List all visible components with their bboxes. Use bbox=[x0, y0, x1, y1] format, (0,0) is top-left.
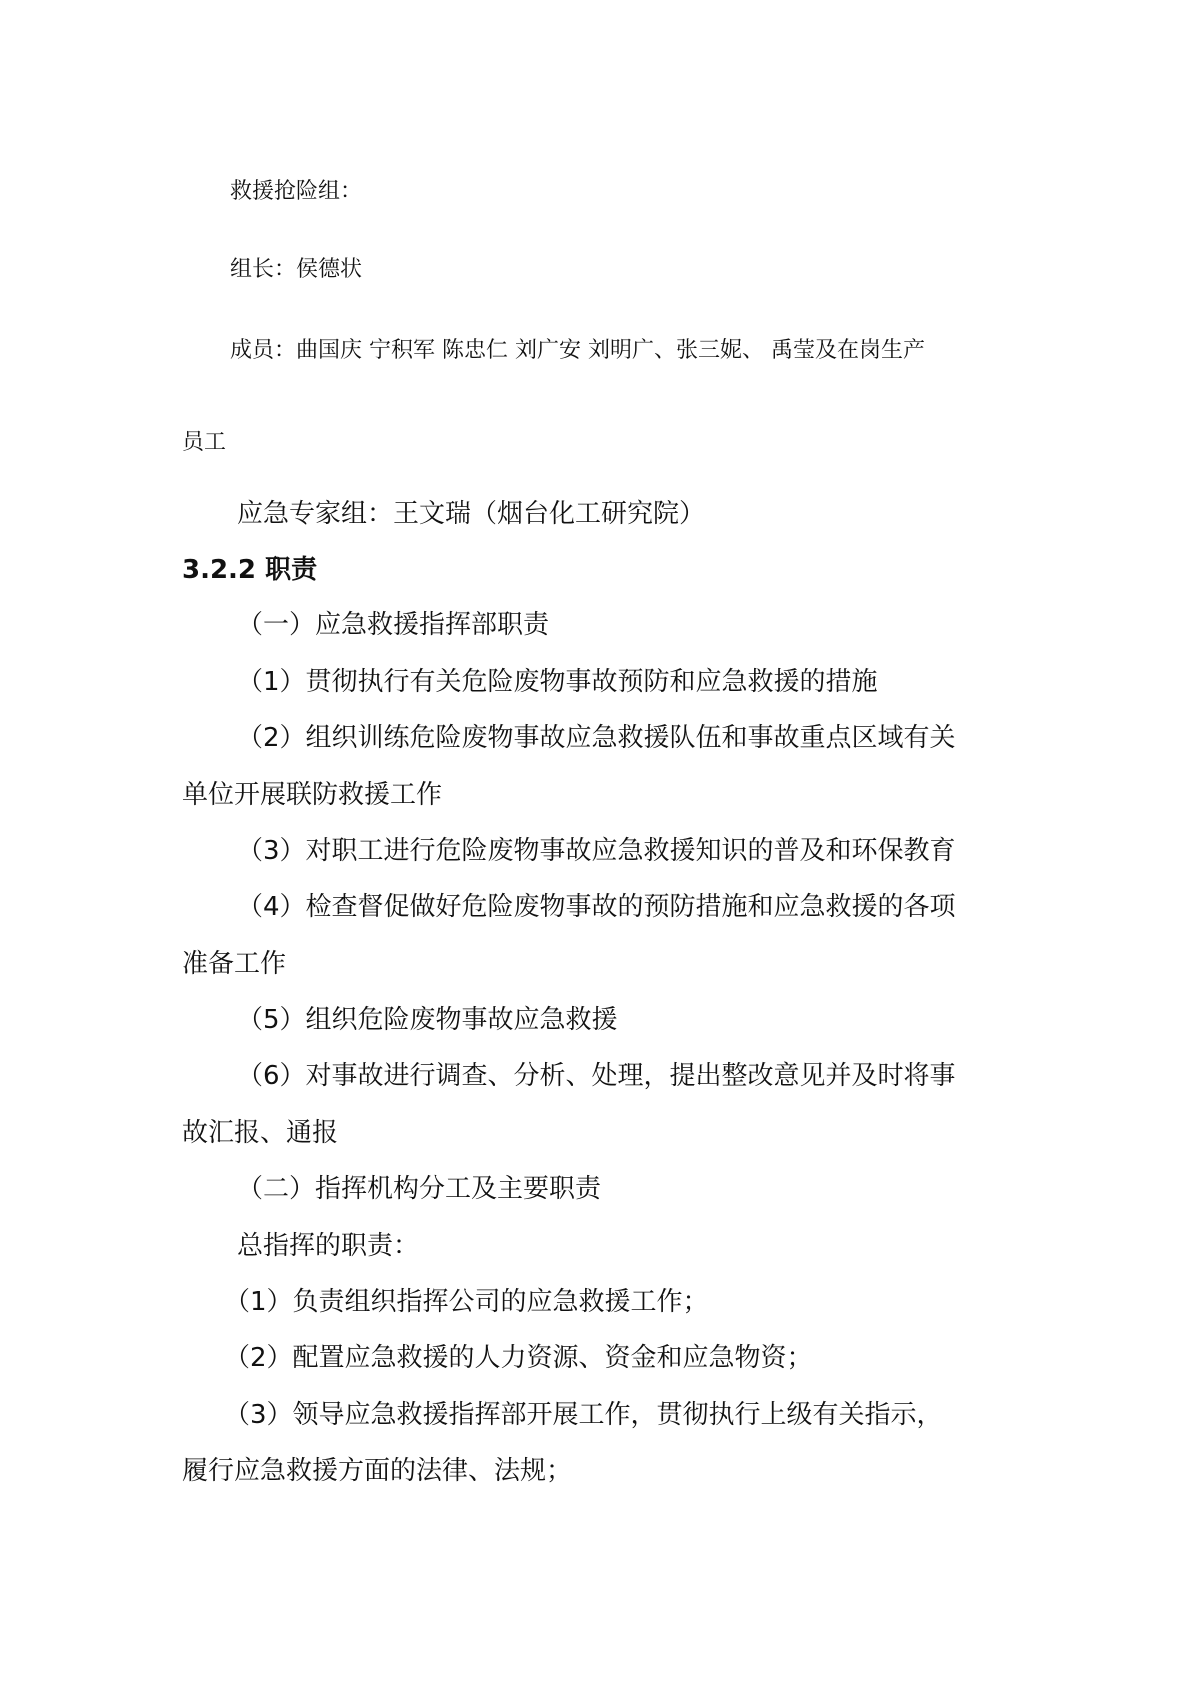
duty-item-5: （5）组织危险废物事故应急救援 bbox=[237, 1005, 618, 1035]
subsection-2-heading: （二）指挥机构分工及主要职责 bbox=[237, 1174, 602, 1204]
duty-item-4-continued: 准备工作 bbox=[182, 949, 287, 979]
duty-item-6: （6）对事故进行调查、分析、处理，提出整改意见并及时将事 bbox=[237, 1061, 956, 1091]
commander-duty-3: （3）领导应急救援指挥部开展工作，贯彻执行上级有关指示， bbox=[224, 1400, 943, 1430]
duty-item-2: （2）组织训练危险废物事故应急救援队伍和事故重点区域有关 bbox=[237, 723, 956, 753]
group-leader-line: 组长：侯德状 bbox=[230, 257, 363, 282]
duty-item-1: （1）贯彻执行有关危险废物事故预防和应急救援的措施 bbox=[237, 667, 878, 697]
duty-item-4: （4）检查督促做好危险废物事故的预防措施和应急救援的各项 bbox=[237, 892, 956, 922]
duty-item-3: （3）对职工进行危险废物事故应急救援知识的普及和环保教育 bbox=[237, 836, 956, 866]
members-line: 成员：曲国庆 宁积军 陈忠仁 刘广安 刘明广、张三妮、 禹莹及在岗生产 bbox=[230, 338, 925, 363]
duty-item-6-continued: 故汇报、通报 bbox=[182, 1118, 339, 1148]
expert-group-line: 应急专家组：王文瑞（烟台化工研究院） bbox=[237, 499, 706, 529]
commander-duty-3-continued: 履行应急救援方面的法律、法规； bbox=[182, 1456, 573, 1486]
duty-item-2-continued: 单位开展联防救援工作 bbox=[182, 780, 443, 810]
commander-duties-heading: 总指挥的职责： bbox=[237, 1231, 420, 1261]
subsection-1-heading: （一）应急救援指挥部职责 bbox=[237, 610, 550, 640]
rescue-group-heading: 救援抢险组： bbox=[230, 179, 363, 204]
members-line-continued: 员工 bbox=[182, 430, 227, 455]
commander-duty-1: （1）负责组织指挥公司的应急救援工作； bbox=[224, 1287, 709, 1317]
commander-duty-2: （2）配置应急救援的人力资源、资金和应急物资； bbox=[224, 1343, 813, 1373]
section-heading: 3.2.2 职责 bbox=[182, 555, 318, 585]
